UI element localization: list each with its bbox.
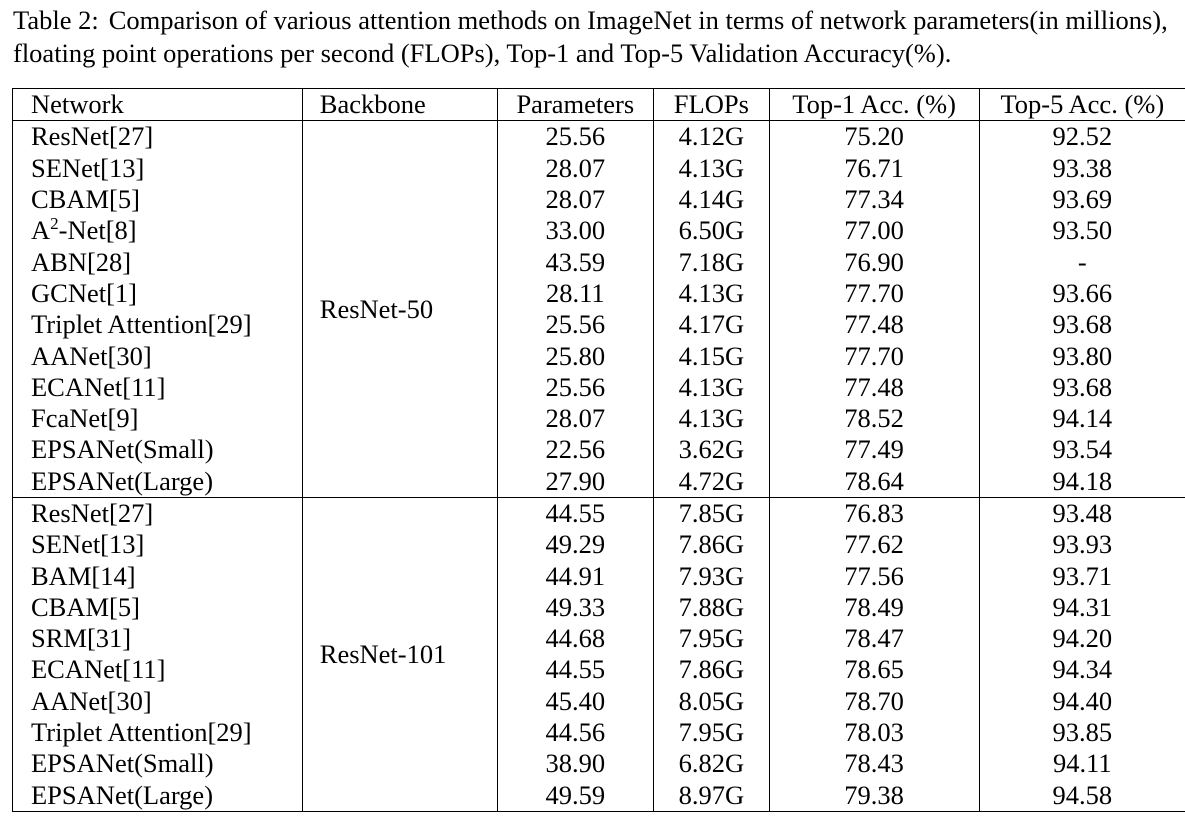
cell-parameters: 49.29 [497, 529, 654, 560]
cell-top5: 93.69 [1052, 184, 1113, 215]
cell-network: ResNet[27] [13, 121, 303, 153]
table-row [13, 434, 1185, 465]
cell-flops: 7.86G [654, 654, 769, 685]
cell-top5: 94.18 [1052, 465, 1113, 496]
cell-top1: 77.48 [769, 309, 979, 340]
cell-parameters: 25.56 [497, 309, 654, 340]
cell-flops: 7.88G [654, 592, 769, 623]
cell-top1: 76.90 [769, 246, 979, 277]
cell-top5: 94.31 [1052, 591, 1113, 622]
cell-network: SRM[31] [13, 623, 303, 654]
cell-flops: 4.12G [654, 121, 769, 153]
network-superscript: 2 [50, 214, 59, 234]
table-row [13, 497, 1185, 529]
cell-flops: 7.18G [654, 246, 769, 277]
header-top5: Top-5 Acc. (%) [979, 89, 1185, 121]
cell-top1: 79.38 [769, 780, 979, 812]
cell-top5: 93.54 [1052, 434, 1113, 465]
cell-parameters: 33.00 [497, 215, 654, 246]
cell-top5: 93.71 [1052, 560, 1113, 591]
cell-parameters: 25.56 [497, 372, 654, 403]
table-row [13, 153, 1185, 184]
cell-top1: 78.47 [769, 623, 979, 654]
table-row [13, 717, 1185, 748]
header-top1: Top-1 Acc. (%) [769, 89, 979, 121]
cell-top5: 93.50 [1052, 215, 1113, 246]
cell-flops: 7.85G [654, 497, 769, 529]
cell-top1: 78.03 [769, 717, 979, 748]
table-header [13, 89, 1185, 121]
cell-top5: 94.11 [1052, 748, 1112, 779]
cell-flops: 6.82G [654, 748, 769, 779]
cell-top1: 77.49 [769, 434, 979, 465]
cell-flops: 8.97G [654, 780, 769, 812]
table-row [13, 121, 1185, 153]
cell-parameters: 28.07 [497, 403, 654, 434]
cell-top1: 78.65 [769, 654, 979, 685]
cell-top5: 94.40 [1052, 685, 1113, 716]
table-row [13, 246, 1185, 277]
table-row [13, 748, 1185, 779]
table-row [13, 184, 1185, 215]
cell-network: CBAM[5] [13, 592, 303, 623]
cell-flops: 8.05G [654, 686, 769, 717]
cell-top1: 78.52 [769, 403, 979, 434]
cell-network: ECANet[11] [13, 372, 303, 403]
cell-network: EPSANet(Small) [13, 434, 303, 465]
table-row [13, 215, 1185, 246]
cell-top1: 76.83 [769, 497, 979, 529]
cell-top5: 94.58 [1052, 779, 1113, 810]
cell-top5: 93.68 [1052, 309, 1113, 340]
table-row [13, 340, 1185, 371]
table-row [13, 623, 1185, 654]
cell-network: SENet[13] [13, 529, 303, 560]
table-body [13, 121, 1185, 812]
cell-top5: 93.48 [979, 497, 1185, 529]
table-row [13, 560, 1185, 591]
cell-flops: 3.62G [654, 434, 769, 465]
cell-flops: 4.13G [654, 403, 769, 434]
cell-top5: - [1077, 246, 1087, 277]
cell-network: AANet[30] [13, 340, 303, 371]
cell-top5: 92.52 [1052, 121, 1113, 152]
cell-parameters: 27.90 [497, 466, 654, 498]
cell-top1: 77.34 [769, 184, 979, 215]
header-parameters: Parameters [497, 89, 654, 121]
cell-parameters: 25.56 [497, 121, 654, 153]
cell-top1: 75.20 [769, 121, 979, 153]
cell-flops: 7.93G [654, 560, 769, 591]
cell-parameters: 44.55 [497, 497, 654, 529]
cell-flops: 4.13G [654, 372, 769, 403]
cell-network: ECANet[11] [13, 654, 303, 685]
cell-top5: 93.68 [1052, 371, 1113, 402]
cell-top5: 93.66 [1052, 277, 1113, 308]
cell-network: CBAM[5] [13, 184, 303, 215]
cell-network: ResNet[27] [13, 497, 303, 529]
cell-top5: 94.34 [1052, 654, 1113, 685]
cell-flops: 7.95G [654, 717, 769, 748]
cell-top5: 93.38 [1052, 152, 1113, 183]
cell-parameters: 45.40 [497, 686, 654, 717]
table-row [13, 529, 1185, 560]
cell-backbone: ResNet-101 [302, 497, 497, 811]
cell-network: FcaNet[9] [13, 403, 303, 434]
cell-flops: 4.14G [654, 184, 769, 215]
header-network: Network [13, 89, 303, 121]
cell-parameters: 44.56 [497, 717, 654, 748]
cell-top1: 77.56 [769, 560, 979, 591]
cell-network: SENet[13] [13, 153, 303, 184]
cell-network: EPSANet(Large) [13, 466, 303, 498]
cell-parameters: 43.59 [497, 246, 654, 277]
cell-network: AANet[30] [13, 686, 303, 717]
cell-parameters: 38.90 [497, 748, 654, 779]
cell-top5: 94.14 [1052, 403, 1113, 434]
table-row [13, 278, 1185, 309]
header-row [13, 89, 1185, 121]
network-prefix: A [31, 215, 51, 246]
cell-parameters: 22.56 [497, 434, 654, 465]
cell-top1: 77.70 [769, 340, 979, 371]
cell-parameters: 49.59 [497, 780, 654, 812]
cell-parameters: 28.07 [497, 184, 654, 215]
cell-top1: 78.49 [769, 592, 979, 623]
cell-flops: 7.95G [654, 623, 769, 654]
cell-flops: 4.13G [654, 278, 769, 309]
table-row [13, 372, 1185, 403]
table-row [13, 686, 1185, 717]
header-backbone: Backbone [302, 89, 497, 121]
network-name: -Net[8] [58, 215, 137, 246]
cell-top5: 93.80 [1052, 340, 1113, 371]
table-row [13, 466, 1185, 498]
cell-flops: 4.72G [654, 466, 769, 498]
cell-backbone: ResNet-50 [302, 121, 497, 498]
caption-text: Comparison of various attention methods on ImageNet in terms of network parameters(in millions), floating point operations per second (FLOPs), Top-1 and Top-5 Validation Accuracy(%). [13, 5, 1168, 68]
cell-flops: 4.13G [654, 153, 769, 184]
table-row [13, 592, 1185, 623]
cell-parameters: 44.55 [497, 654, 654, 685]
cell-flops: 6.50G [654, 215, 769, 246]
cell-top1: 76.71 [769, 153, 979, 184]
cell-top1: 78.64 [769, 466, 979, 498]
cell-network: Triplet Attention[29] [13, 309, 303, 340]
cell-top1: 77.00 [769, 215, 979, 246]
cell-flops: 4.17G [654, 309, 769, 340]
cell-top5: 93.93 [1052, 529, 1113, 560]
cell-flops: 4.15G [654, 340, 769, 371]
cell-network: ABN[28] [13, 246, 303, 277]
cell-parameters: 44.91 [497, 560, 654, 591]
cell-network: BAM[14] [13, 560, 303, 591]
table-row [13, 654, 1185, 685]
table-row [13, 780, 1185, 812]
cell-network: GCNet[1] [13, 278, 303, 309]
table-row [13, 403, 1185, 434]
table-row [13, 309, 1185, 340]
cell-network: Triplet Attention[29] [13, 717, 303, 748]
cell-network [13, 215, 303, 246]
cell-parameters: 28.07 [497, 153, 654, 184]
results-table [12, 88, 1185, 812]
cell-top5: 93.85 [1052, 717, 1113, 748]
cell-flops: 7.86G [654, 529, 769, 560]
cell-top1: 77.48 [769, 372, 979, 403]
cell-top1: 77.70 [769, 278, 979, 309]
cell-top1: 77.62 [769, 529, 979, 560]
cell-parameters: 49.33 [497, 592, 654, 623]
cell-top1: 78.43 [769, 748, 979, 779]
header-flops: FLOPs [654, 89, 769, 121]
cell-parameters: 28.11 [497, 278, 654, 309]
cell-network: EPSANet(Large) [13, 780, 303, 812]
cell-parameters: 44.68 [497, 623, 654, 654]
cell-network: EPSANet(Small) [13, 748, 303, 779]
cell-top5: 94.20 [1052, 623, 1113, 654]
caption-label: Table 2: [13, 5, 99, 35]
table-caption [13, 4, 1178, 70]
cell-parameters: 25.80 [497, 340, 654, 371]
cell-top1: 78.70 [769, 686, 979, 717]
